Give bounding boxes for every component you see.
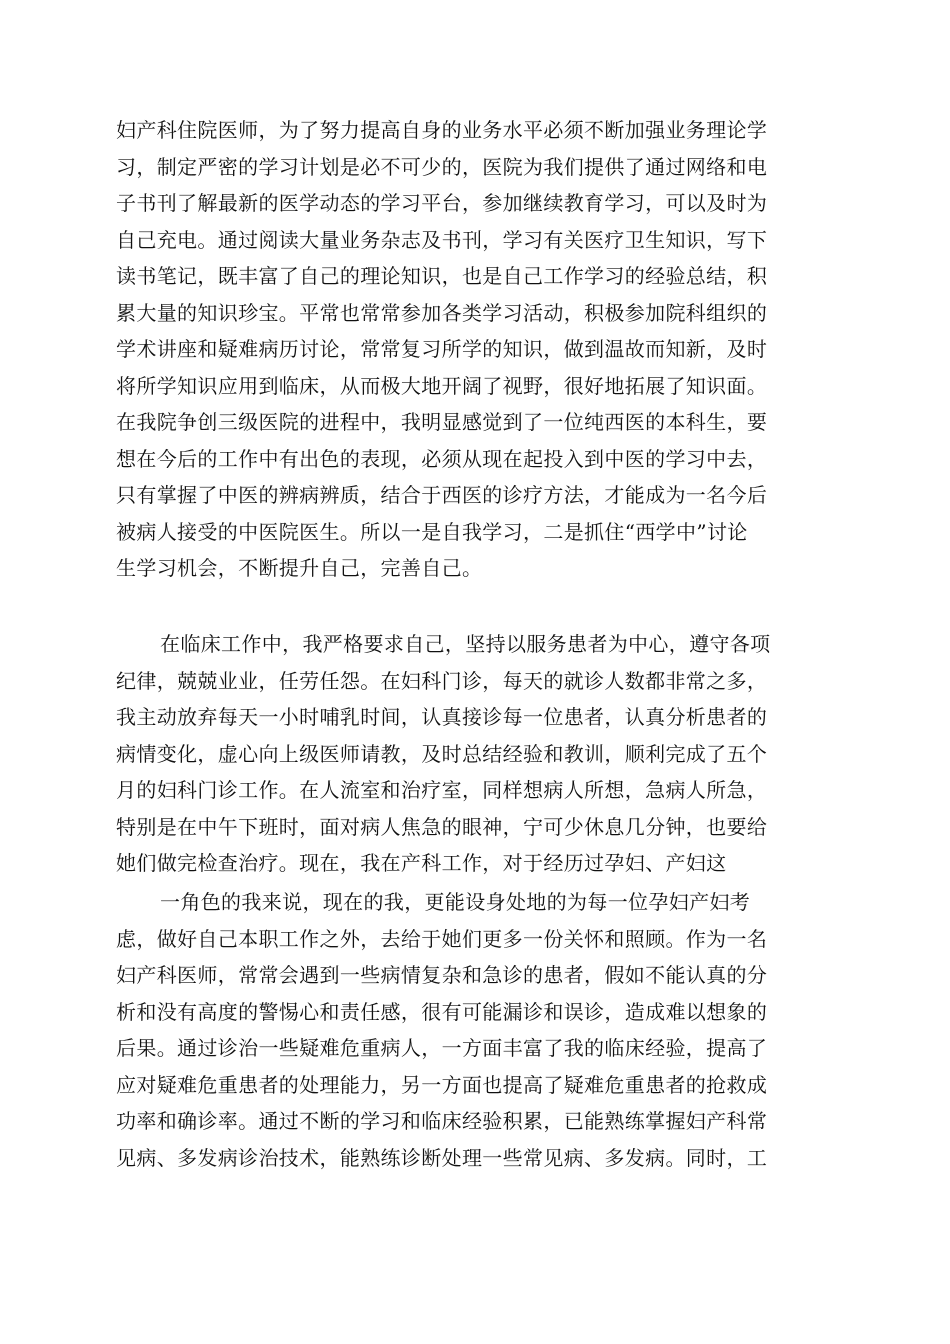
text-line: 纪律，兢兢业业，任劳任怨。在妇科门诊，每天的就诊人数都非常之多， — [116, 668, 768, 693]
text-line: 妇产科住院医师，为了努力提高自身的业务水平必须不断加强业务理论学 — [116, 118, 768, 142]
text-line: 月的妇科门诊工作。在人流室和治疗室，同样想病人所想，急病人所急， — [116, 778, 768, 802]
text-line: 妇产科医师，常常会遇到一些病情复杂和急诊的患者，假如不能认真的分 — [116, 963, 768, 987]
text-line: 想在今后的工作中有出色的表现，必须从现在起投入到中医的学习中去， — [116, 446, 768, 471]
text-line: 被病人接受的中医院医生。所以一是自我学习，二是抓住“西学中”讨论 — [116, 519, 748, 544]
text-line: 我主动放弃每天一小时哺乳时间，认真接诊每一位患者，认真分析患者的 — [116, 705, 768, 729]
text-line: 见病、多发病诊治技术，能熟练诊断处理一些常见病、多发病。同时，工 — [116, 1145, 768, 1170]
text-line: 只有掌握了中医的辨病辨质，结合于西医的诊疗方法，才能成为一名今后 — [116, 483, 768, 507]
text-line: 虑，做好自己本职工作之外，去给于她们更多一份关怀和照顾。作为一名 — [116, 926, 768, 951]
text-line: 析和没有高度的警惕心和责任感，很有可能漏诊和误诊，造成难以想象的 — [116, 999, 768, 1024]
text-line-first: 一角色的我来说，现在的我，更能设身处地的为每一位孕妇产妇考 — [160, 890, 751, 914]
text-line: 她们做完检查治疗。现在，我在产科工作，对于经历过孕妇、产妇这 — [116, 851, 727, 875]
paragraph-2 — [116, 626, 836, 882]
text-line: 习，制定严密的学习计划是必不可少的，医院为我们提供了通过网络和电 — [116, 154, 768, 179]
text-line: 自己充电。通过阅读大量业务杂志及书刊，学习有关医疗卫生知识，写下 — [116, 227, 768, 252]
paragraph-1 — [116, 112, 836, 587]
text-line: 子书刊了解最新的医学动态的学习平台，参加继续教育学习，可以及时为 — [116, 191, 768, 215]
text-line: 将所学知识应用到临床，从而极大地开阔了视野，很好地拓展了知识面。 — [116, 373, 768, 398]
text-line-first: 在临床工作中，我严格要求自己，坚持以服务患者为中心，遵守各项 — [160, 632, 771, 656]
text-line: 生学习机会，不断提升自己，完善自己。 — [116, 556, 483, 580]
text-line: 后果。通过诊治一些疑难危重病人，一方面丰富了我的临床经验，提高了 — [116, 1036, 768, 1060]
text-line: 应对疑难危重患者的处理能力，另一方面也提高了疑难危重患者的抢救成 — [116, 1072, 768, 1097]
text-line: 读书笔记，既丰富了自己的理论知识，也是自己工作学习的经验总结，积 — [116, 264, 768, 288]
text-line: 学术讲座和疑难病历讨论，常常复习所学的知识，做到温故而知新，及时 — [116, 337, 768, 361]
text-line: 累大量的知识珍宝。平常也常常参加各类学习活动，积极参加院科组织的 — [116, 300, 768, 325]
text-line: 特别是在中午下班时，面对病人焦急的眼神，宁可少休息几分钟，也要给 — [116, 814, 768, 839]
paragraph-3 — [116, 884, 836, 1176]
text-line: 在我院争创三级医院的进程中，我明显感觉到了一位纯西医的本科生，要 — [116, 410, 768, 434]
text-line: 病情变化，虚心向上级医师请教，及时总结经验和教训，顺利完成了五个 — [116, 741, 768, 766]
text-line: 功率和确诊率。通过不断的学习和临床经验积累，已能熟练掌握妇产科常 — [116, 1109, 768, 1133]
